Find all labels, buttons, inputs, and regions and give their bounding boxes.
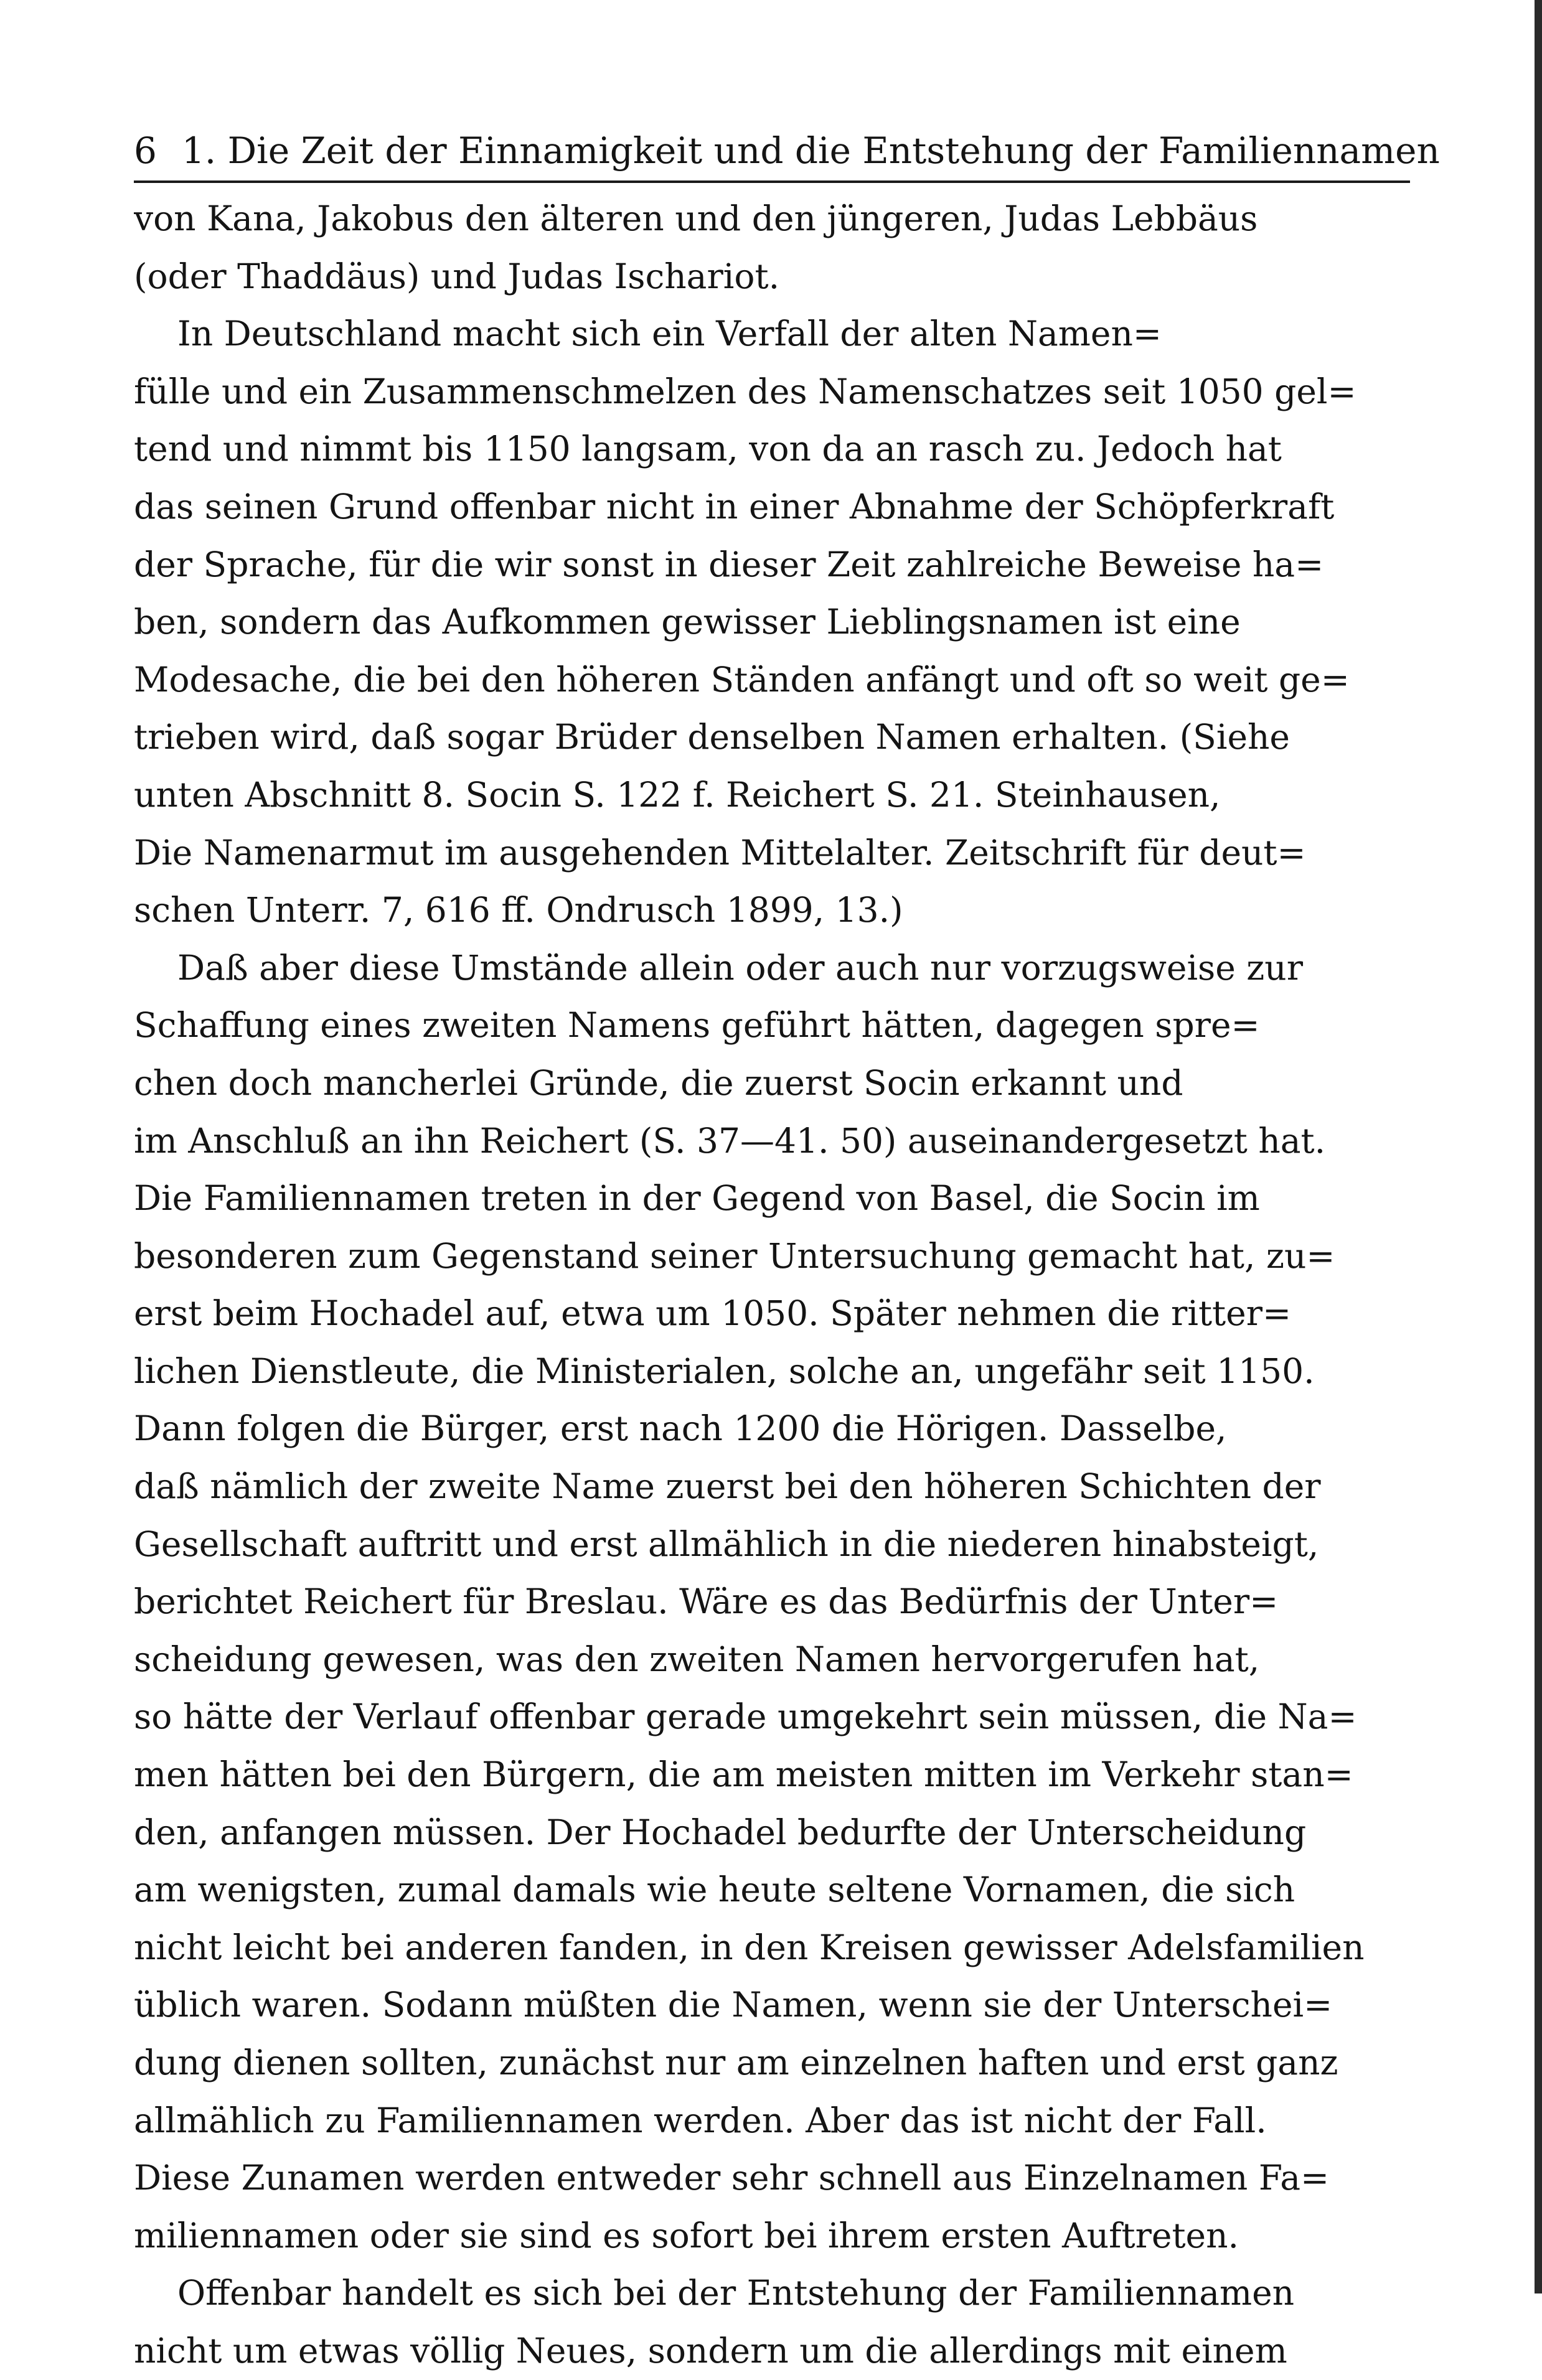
text-line: fülle und ein Zusammenschmelzen des Namenschatzes seit 1050 gel= (134, 371, 1356, 411)
text-line: schen Unterr. 7, 616 ff. Ondrusch 1899, 13.) (134, 890, 903, 930)
text-line: berichtet Reichert für Breslau. Wäre es das Bedürfnis der Unter= (134, 1581, 1279, 1622)
text-line: scheidung gewesen, was den zweiten Namen hervorgerufen hat, (134, 1639, 1260, 1679)
text-line: das seinen Grund offenbar nicht in einer Abnahme der Schöpferkraft (134, 486, 1335, 527)
text-line: chen doch mancherlei Gründe, die zuerst Socin erkannt und (134, 1062, 1183, 1103)
text-line: lichen Dienstleute, die Ministerialen, solche an, ungefähr seit 1150. (134, 1351, 1315, 1391)
text-line: Die Namenarmut im ausgehenden Mittelalter. Zeitschrift für deut= (134, 832, 1306, 873)
text-line: so hätte der Verlauf offenbar gerade umgekehrt sein müssen, die Na= (134, 1697, 1357, 1737)
text-line: Dann folgen die Bürger, erst nach 1200 die Hörigen. Dasselbe, (134, 1408, 1227, 1449)
text-line: am wenigsten, zumal damals wie heute seltene Vornamen, die sich (134, 1870, 1295, 1910)
text-line: men hätten bei den Bürgern, die am meisten mitten im Verkehr stan= (134, 1755, 1353, 1795)
text-line: nicht um etwas völlig Neues, sondern um die allerdings mit einem (134, 2330, 1287, 2371)
text-line: von Kana, Jakobus den älteren und den jüngeren, Judas Lebbäus (134, 199, 1258, 238)
scan-edge-shadow (1535, 0, 1542, 2293)
text-line: miliennamen oder sie sind es sofort bei ihrem ersten Auftreten. (134, 2215, 1239, 2256)
text-line: Schaffung eines zweiten Namens geführt hätten, dagegen spre= (134, 1005, 1260, 1046)
text-line: Die Familiennamen treten in der Gegend von Basel, die Socin im (134, 1178, 1260, 1219)
text-line: üblich waren. Sodann müßten die Namen, wenn sie der Unterschei= (134, 1985, 1333, 2025)
text-line: den, anfangen müssen. Der Hochadel bedurfte der Unterscheidung (134, 1812, 1307, 1852)
text-line: ben, sondern das Aufkommen gewisser Lieblingsnamen ist eine (134, 602, 1241, 642)
running-head: 1. Die Zeit der Einnamigkeit und die Entstehung der Familiennamen (181, 129, 1440, 172)
text-line: tend und nimmt bis 1150 langsam, von da an rasch zu. Jedoch hat (134, 429, 1282, 469)
text-line: Daß aber diese Umstände allein oder auch nur vorzugsweise zur (177, 947, 1303, 988)
text-line: In Deutschland macht sich ein Verfall der alten Namen= (177, 314, 1162, 354)
text-line: im Anschluß an ihn Reichert (S. 37—41. 50) auseinandergesetzt hat. (134, 1120, 1326, 1161)
text-line: unten Abschnitt 8. Socin S. 122 f. Reichert S. 21. Steinhausen, (134, 774, 1221, 815)
text-line: dung dienen sollten, zunächst nur am einzelnen haften und erst ganz (134, 2043, 1338, 2082)
text-line: Offenbar handelt es sich bei der Entstehung der Familiennamen (177, 2273, 1295, 2313)
page-number: 6 (134, 129, 157, 172)
text-line: nicht leicht bei anderen fanden, in den Kreisen gewisser Adelsfamilien (134, 1927, 1365, 1967)
text-line: besonderen zum Gegenstand seiner Untersuchung gemacht hat, zu= (134, 1235, 1335, 1276)
text-line: allmählich zu Familiennamen werden. Aber das ist nicht der Fall. (134, 2100, 1267, 2140)
text-line: der Sprache, für die wir sonst in dieser Zeit zahlreiche Beweise ha= (134, 544, 1324, 584)
text-line: daß nämlich der zweite Name zuerst bei den höheren Schichten der (134, 1466, 1321, 1507)
text-line: trieben wird, daß sogar Brüder denselben Namen erhalten. (Siehe (134, 717, 1290, 757)
text-line: (oder Thaddäus) und Judas Ischariot. (134, 256, 780, 296)
body-text (134, 190, 1410, 2380)
page-header (134, 106, 1440, 183)
text-line: Modesache, die bei den höheren Ständen anfängt und oft so weit ge= (134, 659, 1350, 700)
text-line: Gesellschaft auftritt und erst allmählich in die niederen hinabsteigt, (134, 1524, 1319, 1564)
text-line: erst beim Hochadel auf, etwa um 1050. Später nehmen die ritter= (134, 1293, 1292, 1334)
text-line: Diese Zunamen werden entweder sehr schnell aus Einzelnamen Fa= (134, 2158, 1330, 2198)
